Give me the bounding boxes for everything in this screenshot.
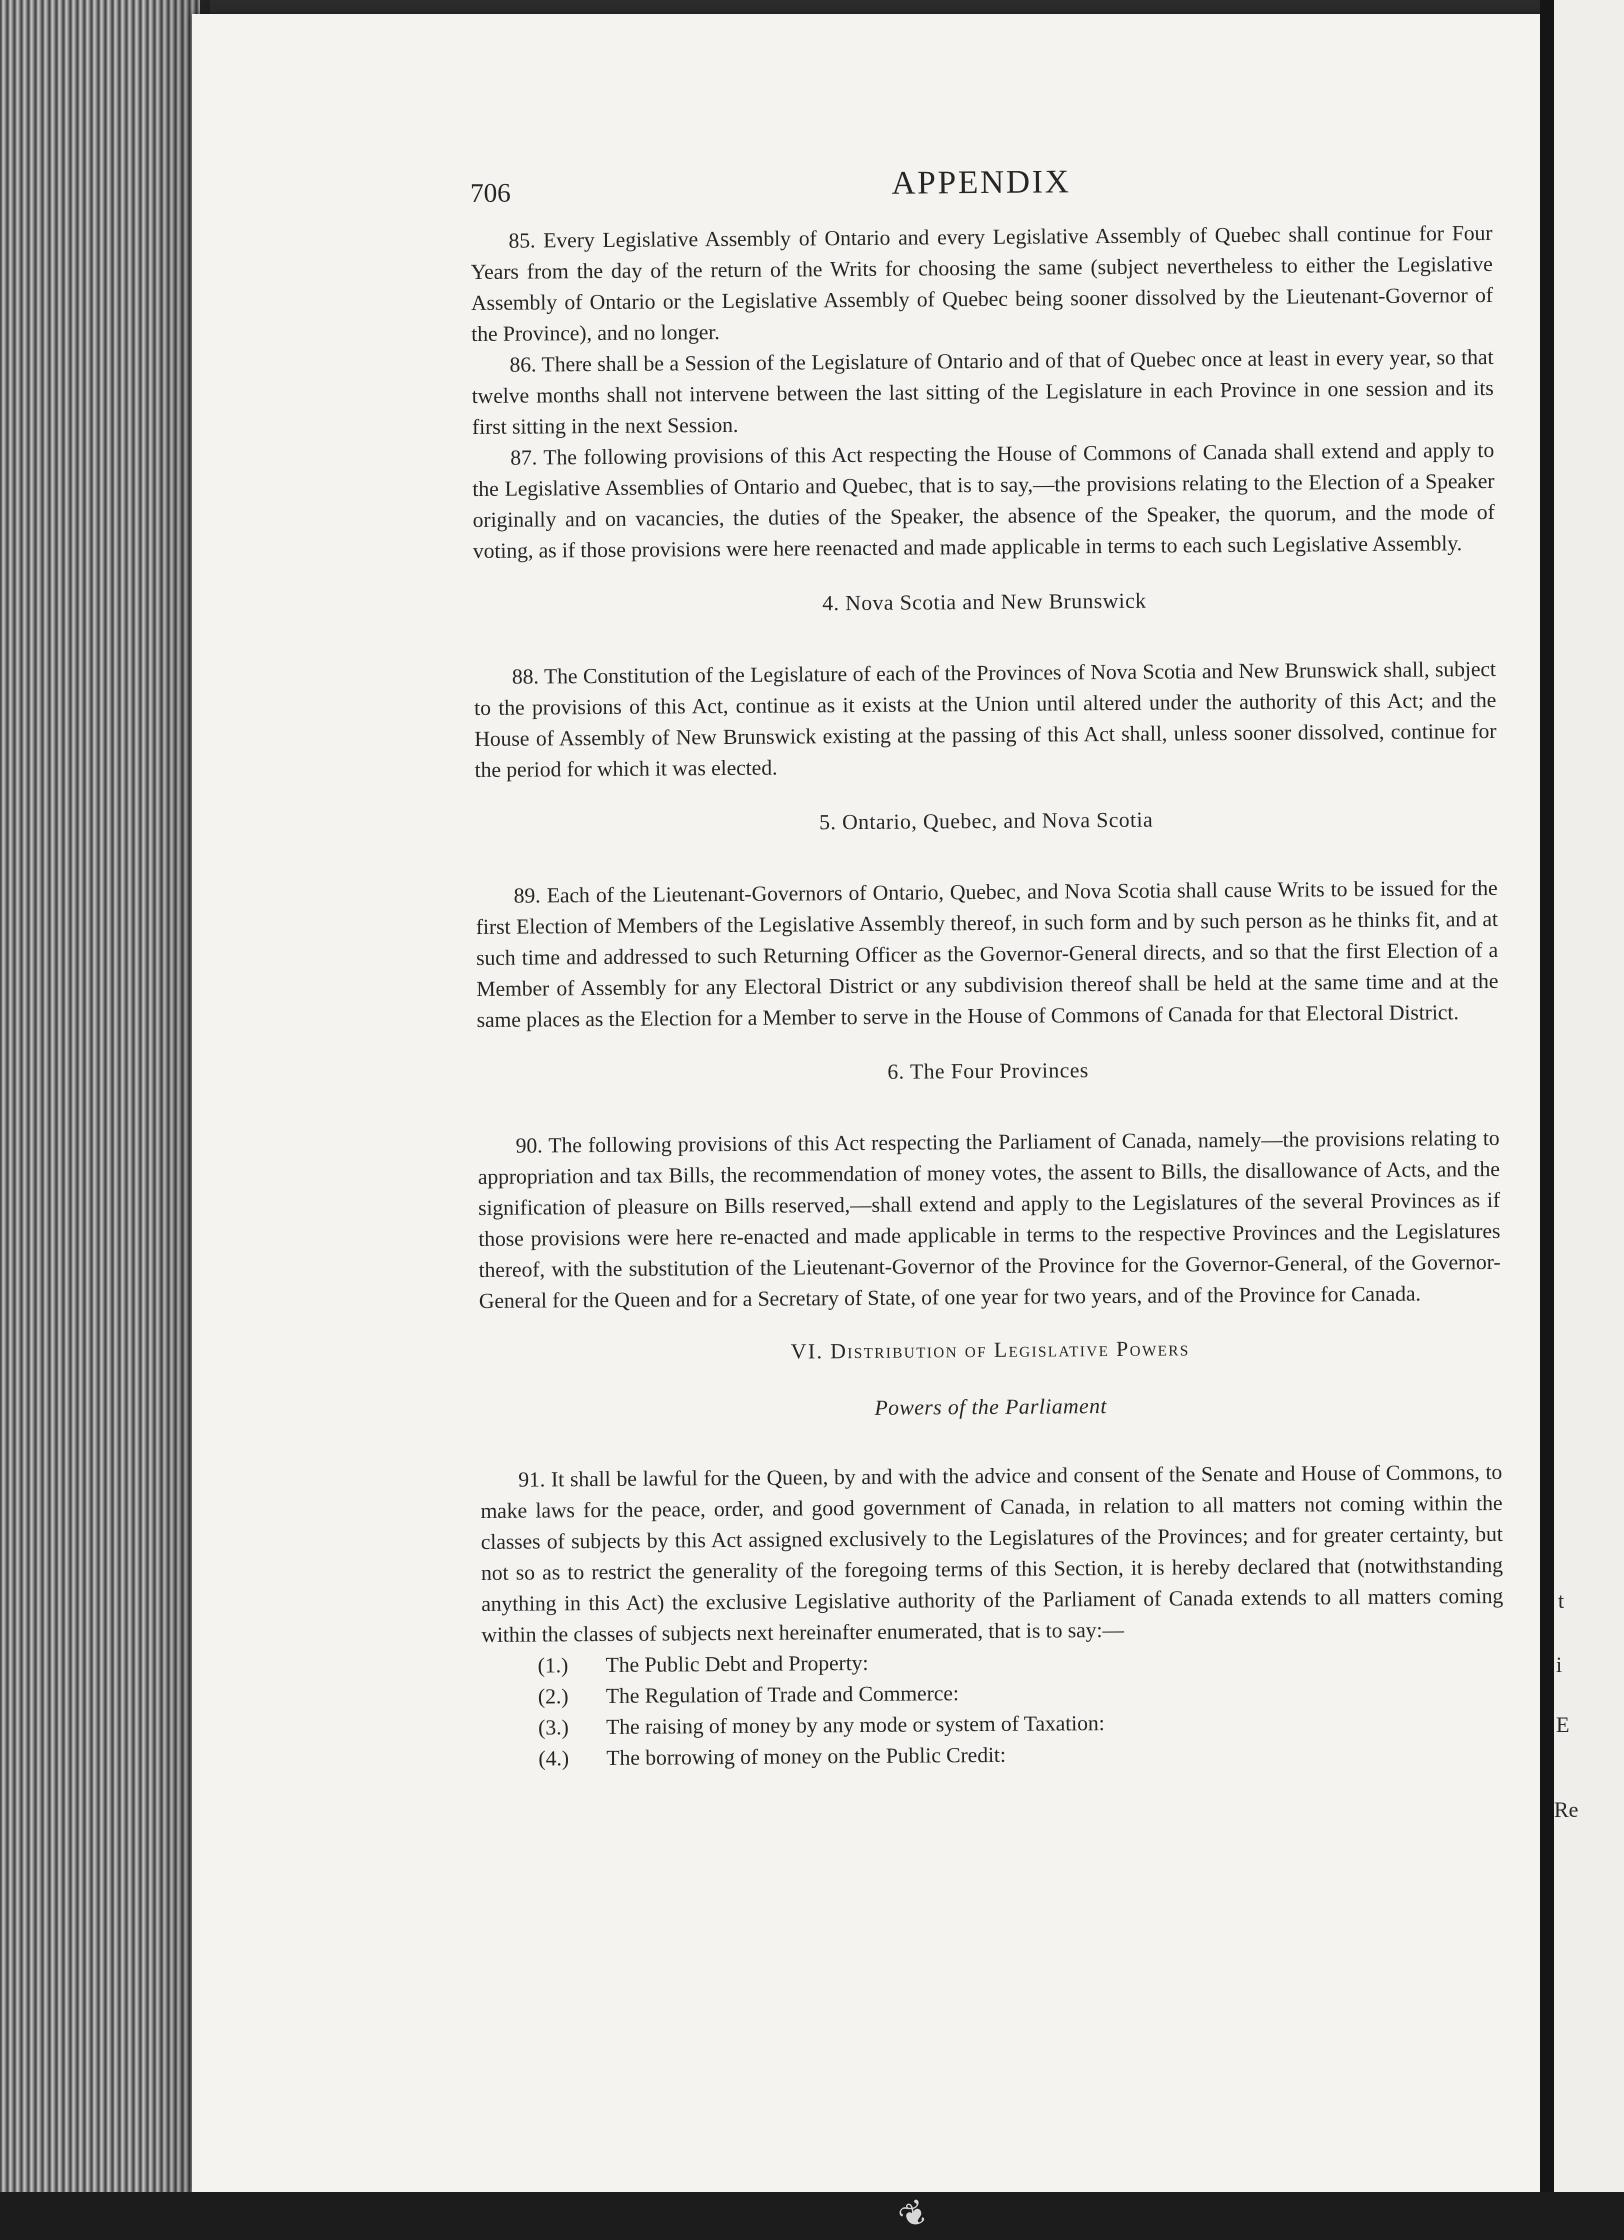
facing-page-edge: [1554, 0, 1624, 2240]
facing-page-fragment: Re: [1554, 1797, 1579, 1822]
list-item-text: The Public Debt and Property:: [605, 1650, 869, 1677]
list-item-number: (4.): [538, 1746, 570, 1771]
fleuron-ornament: ❦: [892, 2192, 937, 2239]
heading-powers-of-parliament: Powers of the Parliament: [874, 1394, 1107, 1420]
enumerated-subjects-list: [482, 1643, 1505, 1775]
heading-nova-scotia-new-brunswick: 4. Nova Scotia and New Brunswick: [822, 588, 1147, 616]
facing-page-fragment: E: [1556, 1712, 1570, 1737]
list-item-text: The raising of money by any mode or system of Taxation:: [606, 1711, 1105, 1739]
section-89: 89. Each of the Lieutenant-Governors of Ontario, Quebec, and Nova Scotia shall cause Writs to be issued for the first Election of Members of the Legislative Assembly thereof, in such form and by such person as he thinks fit, and at such time and addressed to such Returning Officer as the Governor-General directs, and so that the first Election of a Member of Assembly for any Electoral District or any subdivision thereof shall be held at the same time and at the same places as the Election for a Member to serve in the House of Commons of Canada for that Electoral District.: [475, 875, 1499, 1032]
heading-ontario-quebec-nova-scotia: 5. Ontario, Quebec, and Nova Scotia: [819, 807, 1154, 835]
section-87: 87. The following provisions of this Act respecting the House of Commons of Canada shall extend and apply to the Legislative Assemblies of Ontario and Quebec, that is to say,—the provisions relating to the Election of a Speaker originally and on vacancies, the duties of the Speaker, the absence of the Speaker, the quorum, and the mode of voting, as if those provisions were here reenacted and made applicable in terms to each such Legislative Assembly.: [472, 437, 1495, 563]
section-86: 86. There shall be a Session of the Legislature of Ontario and of that of Quebec once at least in every year, so that twelve months shall not intervene between the last sitting of the Legislature in each Province in one session and its first sitting in the next Session.: [471, 344, 1494, 439]
list-item-number: (3.): [538, 1715, 569, 1740]
section-85: 85. Every Legislative Assembly of Ontario and every Legislative Assembly of Quebec shall continue for Four Years from the day of the return of the Writs for choosing the same (subject nevertheless to either the Legislative Assembly of Ontario or the Legislative Assembly of Quebec being sooner dissolved by the Lieutenant-Governor of the Province), and no longer.: [470, 220, 1494, 346]
list-item-number: (2.): [537, 1684, 569, 1709]
heading-four-provinces: 6. The Four Provinces: [887, 1058, 1089, 1084]
section-88: 88. The Constitution of the Legislature of each of the Provinces of Nova Scotia and New Brunswick shall, subject to the provisions of this Act, continue as it exists at the Union until altered under the authority of this Act; and the House of Assembly of New Brunswick existing at the passing of this Act shall, unless sooner dissolved, continue for the period for which it was elected.: [474, 656, 1497, 782]
heading-distribution-of-powers: VI. Distribution of Legislative Powers: [790, 1336, 1190, 1364]
page-header: [470, 162, 1492, 226]
list-item-text: The borrowing of money on the Public Credit:: [606, 1742, 1007, 1770]
list-item-text: The Regulation of Trade and Commerce:: [605, 1681, 959, 1708]
facing-page-fragment: i: [1556, 1652, 1563, 1677]
page-number: 706: [470, 177, 511, 208]
facing-page-fragment: t: [1558, 1588, 1565, 1613]
gutter-gap: [1540, 0, 1554, 2240]
scan-bottom-border: [0, 2192, 1624, 2240]
section-90: 90. The following provisions of this Act respecting the Parliament of Canada, namely—the provisions relating to appropriation and tax Bills, the recommendation of money votes, the assent to Bills, the disallowance of Acts, and the signification of pleasure on Bills reserved,—shall extend and apply to the Legislatures of the several Provinces as if those provisions were here re-enacted and made applicable in terms to the respective Provinces and the Legislatures thereof, with the substitution of the Lieutenant-Governor of the Province for the Governor-General, of the Governor-General for the Queen and for a Secretary of State, of one year for two years, and of the Province for Canada.: [477, 1125, 1501, 1313]
running-head: APPENDIX: [891, 164, 1071, 202]
section-91: 91. It shall be lawful for the Queen, by and with the advice and consent of the Senate and House of Commons, to make laws for the peace, order, and good government of Canada, in relation to all matters not coming within the classes of subjects by this Act assigned exclusively to the Legislatures of the Provinces; and for greater certainty, but not so as to restrict the generality of the foregoing terms of this Section, it is hereby declared that (notwithstanding anything in this Act) the exclusive Legislative authority of the Parliament of Canada extends to all matters coming within the classes of subjects next hereinafter enumerated, that is to say:—: [480, 1459, 1504, 1647]
list-item-number: (1.): [537, 1653, 569, 1678]
page-text-block: [470, 162, 1505, 1775]
